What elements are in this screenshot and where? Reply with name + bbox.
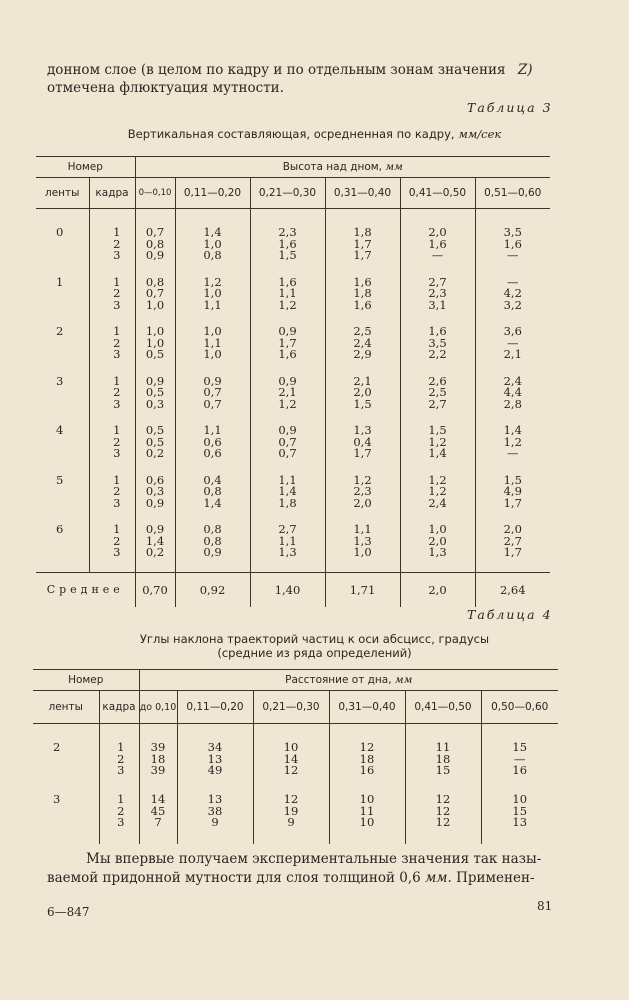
value-cell: 1,8 1,7 1,7 — [325, 209, 400, 275]
value-cell: 1,4 1,2 — — [475, 423, 550, 473]
value-cell: 2,4 4,4 2,8 — [475, 374, 550, 424]
value-cell: 1,3 0,4 1,7 — [325, 423, 400, 473]
average-value: 1,40 — [250, 572, 325, 607]
value-cell: 1,5 4,9 1,7 — [475, 473, 550, 523]
table-row-group — [36, 522, 550, 572]
value-cell: 0,4 0,8 1,4 — [175, 473, 250, 523]
average-value: 0,70 — [135, 572, 175, 607]
header-range: 0,41—0,50 — [405, 691, 481, 724]
header-range: 0,31—0,40 — [329, 691, 405, 724]
value-cell: 1,2 2,3 2,0 — [325, 473, 400, 523]
paragraph-top-line-2: отмечена флюктуация мутности. — [47, 80, 284, 96]
header-range: до 0,10 — [139, 691, 177, 724]
footer-signature: 6—847 — [47, 905, 90, 919]
value-cell: 10 14 12 — [253, 724, 329, 793]
value-cell: 0,8 0,8 0,9 — [175, 522, 250, 572]
z-symbol: Z) — [517, 62, 533, 78]
value-cell: 1,4 1,0 0,8 — [175, 209, 250, 275]
value-cell: 0,8 0,7 1,0 — [135, 275, 175, 325]
table4-title-line-1: Углы наклона траекторий частиц к оси абсцисс, градусы — [139, 632, 490, 646]
kadra-numbers: 1 2 3 — [89, 209, 135, 275]
lenta-number: 3 — [56, 373, 64, 388]
table4-title-line-2: (средние из ряда определений) — [217, 646, 412, 660]
value-cell: 1,0 1,1 1,0 — [175, 324, 250, 374]
table-row-group — [33, 724, 558, 793]
value-cell: 10 11 10 — [329, 792, 405, 844]
header-range: 0,21—0,30 — [253, 691, 329, 724]
value-cell: 1,1 1,3 1,0 — [325, 522, 400, 572]
header-kadra: кадра — [99, 691, 139, 724]
value-cell: 2,5 2,4 2,9 — [325, 324, 400, 374]
value-cell: 0,9 0,7 0,7 — [250, 423, 325, 473]
value-cell: 1,1 1,4 1,8 — [250, 473, 325, 523]
table3 — [36, 156, 550, 607]
value-cell: 1,5 1,2 1,4 — [400, 423, 475, 473]
lenta-number: 2 — [53, 740, 61, 754]
value-cell: 3,5 1,6 — — [475, 209, 550, 275]
lenta-number: 1 — [56, 274, 64, 289]
value-cell: 2,1 2,0 1,5 — [325, 374, 400, 424]
kadra-numbers: 1 2 3 — [89, 473, 135, 523]
value-cell: 12 12 12 — [405, 792, 481, 844]
average-row — [36, 572, 550, 607]
average-value: 2,64 — [475, 572, 550, 607]
value-cell: 2,7 1,1 1,3 — [250, 522, 325, 572]
value-cell: 0,9 1,7 1,6 — [250, 324, 325, 374]
lenta-number: 4 — [56, 423, 64, 437]
value-cell: 2,7 2,3 3,1 — [400, 275, 475, 325]
value-cell: 1,6 3,5 2,2 — [400, 324, 475, 374]
value-cell: 39 18 39 — [139, 724, 177, 793]
average-value: 2,0 — [400, 572, 475, 607]
value-cell: 12 18 16 — [329, 724, 405, 793]
lenta-number: 3 — [53, 792, 61, 806]
average-value: 0,92 — [175, 572, 250, 607]
lenta-number: 0 — [56, 225, 64, 239]
value-cell: 2,6 2,5 2,7 — [400, 374, 475, 424]
value-cell: 1,2 1,0 1,1 — [175, 275, 250, 325]
value-cell: 2,0 2,7 1,7 — [475, 522, 550, 572]
value-cell: 1,2 1,2 2,4 — [400, 473, 475, 523]
value-cell: 0,9 1,4 0,2 — [135, 522, 175, 572]
table-row-group — [36, 324, 550, 374]
page-number: 81 — [537, 899, 553, 913]
value-cell: 2,3 1,6 1,5 — [250, 209, 325, 275]
header-distance: Расстояние от дна, мм — [139, 670, 558, 691]
table4 — [33, 669, 558, 844]
value-cell: — 4,2 3,2 — [475, 275, 550, 325]
value-cell: 1,0 1,0 0,5 — [135, 324, 175, 374]
value-cell: 1,6 1,1 1,2 — [250, 275, 325, 325]
value-cell: 1,1 0,6 0,6 — [175, 423, 250, 473]
paragraph-bottom-line-1: Мы впервые получаем экспериментальные значения так назы- — [86, 851, 542, 867]
value-cell: 0,6 0,3 0,9 — [135, 473, 175, 523]
value-cell: 34 13 49 — [177, 724, 253, 793]
value-cell: 12 19 9 — [253, 792, 329, 844]
value-cell: 10 15 13 — [481, 792, 558, 844]
header-range: 0,51—0,60 — [475, 178, 550, 209]
kadra-numbers: 1 2 3 — [89, 275, 135, 325]
value-cell: 0,9 0,5 0,3 — [135, 374, 175, 424]
header-range: 0,41—0,50 — [400, 178, 475, 209]
value-cell: 2,0 1,6 — — [400, 209, 475, 275]
header-nomer: Номер — [33, 670, 139, 691]
table3-caption: Таблица 3 — [467, 100, 553, 115]
header-range: 0,50—0,60 — [481, 691, 558, 724]
table-row-group — [36, 209, 550, 275]
header-lenty: ленты — [36, 178, 89, 209]
table-row-group — [36, 374, 550, 424]
value-cell: 0,9 2,1 1,2 — [250, 374, 325, 424]
header-range: 0—0,10 — [135, 178, 175, 209]
value-cell: 11 18 15 — [405, 724, 481, 793]
value-cell: 15 — 16 — [481, 724, 558, 793]
value-cell: 1,0 2,0 1,3 — [400, 522, 475, 572]
kadra-numbers: 1 2 3 — [89, 423, 135, 473]
value-cell: 0,5 0,5 0,2 — [135, 423, 175, 473]
table4-caption: Таблица 4 — [467, 607, 553, 622]
header-range: 0,21—0,30 — [250, 178, 325, 209]
header-range: 0,11—0,20 — [177, 691, 253, 724]
header-range: 0,31—0,40 — [325, 178, 400, 209]
value-cell: 13 38 9 — [177, 792, 253, 844]
text-line: донном слое (в целом по кадру и по отдельным зонам значения — [47, 62, 506, 78]
kadra-numbers: 1 2 3 — [89, 522, 135, 572]
value-cell: 0,7 0,8 0,9 — [135, 209, 175, 275]
value-cell: 3,6 — 2,1 — [475, 324, 550, 374]
lenta-number: 2 — [56, 324, 64, 338]
average-value: 1,71 — [325, 572, 400, 607]
table-row-group — [33, 792, 558, 844]
header-range: 0,11—0,20 — [175, 178, 250, 209]
header-lenty: ленты — [33, 691, 99, 724]
header-nomer: Номер — [36, 157, 135, 178]
kadra-numbers: 1 2 3 — [99, 724, 139, 793]
table-row-group — [36, 275, 550, 325]
table-row-group — [36, 473, 550, 523]
value-cell: 0,9 0,7 0,7 — [175, 374, 250, 424]
value-cell: 14 45 7 — [139, 792, 177, 844]
kadra-numbers: 1 2 3 — [99, 792, 139, 844]
header-kadra: кадра — [89, 178, 135, 209]
table3-title: Вертикальная составляющая, осредненная по кадру, мм/сек — [127, 127, 502, 141]
paragraph-bottom-line-2: ваемой придонной мутности для слоя толщиной 0,6 мм. Применен- — [47, 870, 535, 886]
header-height: Высота над дном, мм — [135, 157, 550, 178]
paragraph-top-line-1 — [47, 61, 533, 80]
value-cell: 1,6 1,8 1,6 — [325, 275, 400, 325]
average-label: Среднее — [36, 572, 135, 607]
kadra-numbers: 1 2 3 — [89, 374, 135, 424]
kadra-numbers: 1 2 3 — [89, 324, 135, 374]
lenta-number: 6 — [56, 522, 64, 536]
table-row-group — [36, 423, 550, 473]
lenta-number: 5 — [56, 472, 64, 487]
